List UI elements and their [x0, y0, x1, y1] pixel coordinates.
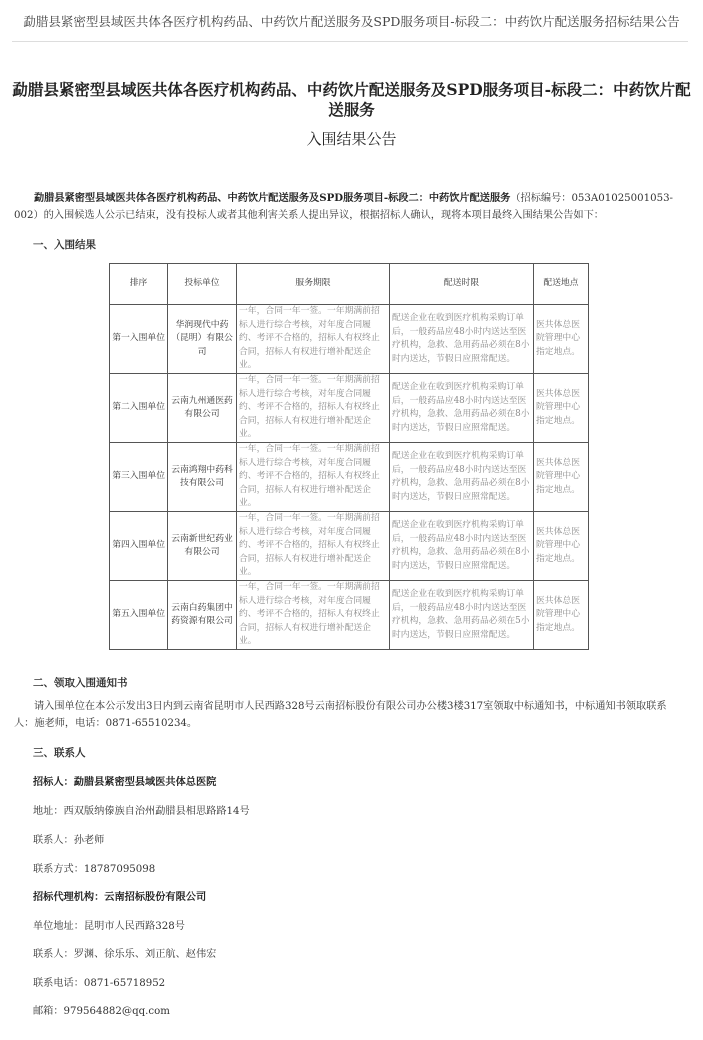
section-heading-contacts: 三、联系人	[33, 747, 86, 759]
page-header-title: 勐腊县紧密型县域医共体各医疗机构药品、中药饮片配送服务及SPD服务项目-标段二：中药饮片配送服务招标结果公告	[23, 14, 680, 29]
bidder-cell: 华润现代中药（昆明）有限公司	[168, 305, 237, 374]
agency-address: 单位地址：昆明市人民西路328号	[33, 921, 185, 932]
rank-cell: 第三入围单位	[110, 443, 168, 512]
notice-paragraph: 请入围单位在本公示发出3日内到云南省昆明市人民西路328号云南招标股份有限公司办公楼3楼317室领取中标通知书，中标通知书领取联系人：施老师，电话：0871-65510234。	[14, 701, 667, 729]
column-header: 服务期限	[237, 264, 390, 305]
location-cell: 医共体总医院管理中心指定地点。	[534, 374, 589, 443]
agency-phone: 联系电话：0871-65718952	[33, 978, 166, 989]
rank-cell: 第五入围单位	[110, 581, 168, 650]
delivery-cell: 配送企业在收到医疗机构采购订单后，一般药品应48小时内送达至医疗机构，急救、急用药品必须在8小时内送达，节假日应照常配送。	[390, 305, 534, 374]
agency-name: 招标代理机构：云南招标股份有限公司	[33, 891, 207, 903]
rank-cell: 第四入围单位	[110, 512, 168, 581]
column-header: 投标单位	[168, 264, 237, 305]
table-row	[110, 443, 589, 512]
intro-paragraph	[14, 190, 686, 224]
bidder-cell: 云南鸿翔中药科技有限公司	[168, 443, 237, 512]
bidder-cell: 云南九州通医药有限公司	[168, 374, 237, 443]
rank-cell: 第一入围单位	[110, 305, 168, 374]
delivery-cell: 配送企业在收到医疗机构采购订单后，一般药品应48小时内送达至医疗机构，急救、急用药品必须在8小时内送达，节假日应照常配送。	[390, 512, 534, 581]
delivery-cell: 配送企业在收到医疗机构采购订单后，一般药品应48小时内送达至医疗机构，急救、急用药品必须在8小时内送达，节假日应照常配送。	[390, 374, 534, 443]
period-cell: 一年，合同一年一签。一年期满前招标人进行综合考核，对年度合同履约、考评不合格的，招标人有权终止合同，招标人有权进行增补配送企业。	[237, 512, 390, 581]
table-row	[110, 512, 589, 581]
header-divider	[12, 41, 688, 42]
section-heading-results: 一、入围结果	[33, 239, 96, 251]
period-cell: 一年，合同一年一签。一年期满前招标人进行综合考核，对年度合同履约、考评不合格的，招标人有权终止合同，招标人有权进行增补配送企业。	[237, 581, 390, 650]
agency-contacts: 联系人：罗渊、徐乐乐、刘正航、赵伟宏	[33, 949, 217, 960]
column-header: 配送地点	[534, 264, 589, 305]
location-cell: 医共体总医院管理中心指定地点。	[534, 581, 589, 650]
table-row	[110, 581, 589, 650]
delivery-cell: 配送企业在收到医疗机构采购订单后，一般药品应48小时内送达至医疗机构，急救、急用药品必须在5小时内送达，节假日应照常配送。	[390, 581, 534, 650]
location-cell: 医共体总医院管理中心指定地点。	[534, 305, 589, 374]
intro-project-name: 勐腊县紧密型县域医共体各医疗机构药品、中药饮片配送服务及SPD服务项目-标段二：中药饮片配送服务	[34, 192, 511, 204]
period-cell: 一年，合同一年一签。一年期满前招标人进行综合考核，对年度合同履约、考评不合格的，招标人有权终止合同，招标人有权进行增补配送企业。	[237, 305, 390, 374]
section-heading-notice: 二、领取入围通知书	[33, 677, 128, 689]
intro-text: （招标编号：053A01025001053-002）的入围候选人公示已结束，没有投标人或者其他利害关系人提出异议，根据招标人确认，现将本项目最终入围结果公告如下：	[14, 193, 673, 221]
rank-cell: 第二入围单位	[110, 374, 168, 443]
location-cell: 医共体总医院管理中心指定地点。	[534, 512, 589, 581]
location-cell: 医共体总医院管理中心指定地点。	[534, 443, 589, 512]
bidder-cell: 云南新世纪药业有限公司	[168, 512, 237, 581]
column-header: 配送时限	[390, 264, 534, 305]
article-subtitle: 入围结果公告	[306, 130, 397, 148]
tenderer-contact: 联系人：孙老师	[33, 835, 105, 846]
period-cell: 一年，合同一年一签。一年期满前招标人进行综合考核，对年度合同履约、考评不合格的，招标人有权终止合同，招标人有权进行增补配送企业。	[237, 443, 390, 512]
results-table	[109, 263, 589, 650]
article-title: 勐腊县紧密型县域医共体各医疗机构药品、中药饮片配送服务及SPD服务项目-标段二：中药饮片配送服务	[12, 80, 691, 119]
delivery-cell: 配送企业在收到医疗机构采购订单后，一般药品应48小时内送达至医疗机构，急救、急用药品必须在8小时内送达，节假日应照常配送。	[390, 443, 534, 512]
table-row	[110, 305, 589, 374]
period-cell: 一年，合同一年一签。一年期满前招标人进行综合考核，对年度合同履约、考评不合格的，招标人有权终止合同，招标人有权进行增补配送企业。	[237, 374, 390, 443]
tenderer-name: 招标人：勐腊县紧密型县域医共体总医院	[33, 776, 217, 788]
tenderer-phone: 联系方式：18787095098	[33, 864, 156, 875]
table-header-row	[110, 264, 589, 305]
bidder-cell: 云南白药集团中药资源有限公司	[168, 581, 237, 650]
tenderer-address: 地址：西双版纳傣族自治州勐腊县相思路路14号	[33, 806, 250, 817]
column-header: 排序	[110, 264, 168, 305]
table-row	[110, 374, 589, 443]
agency-email[interactable]: 邮箱：979564882@qq.com	[33, 1006, 170, 1017]
